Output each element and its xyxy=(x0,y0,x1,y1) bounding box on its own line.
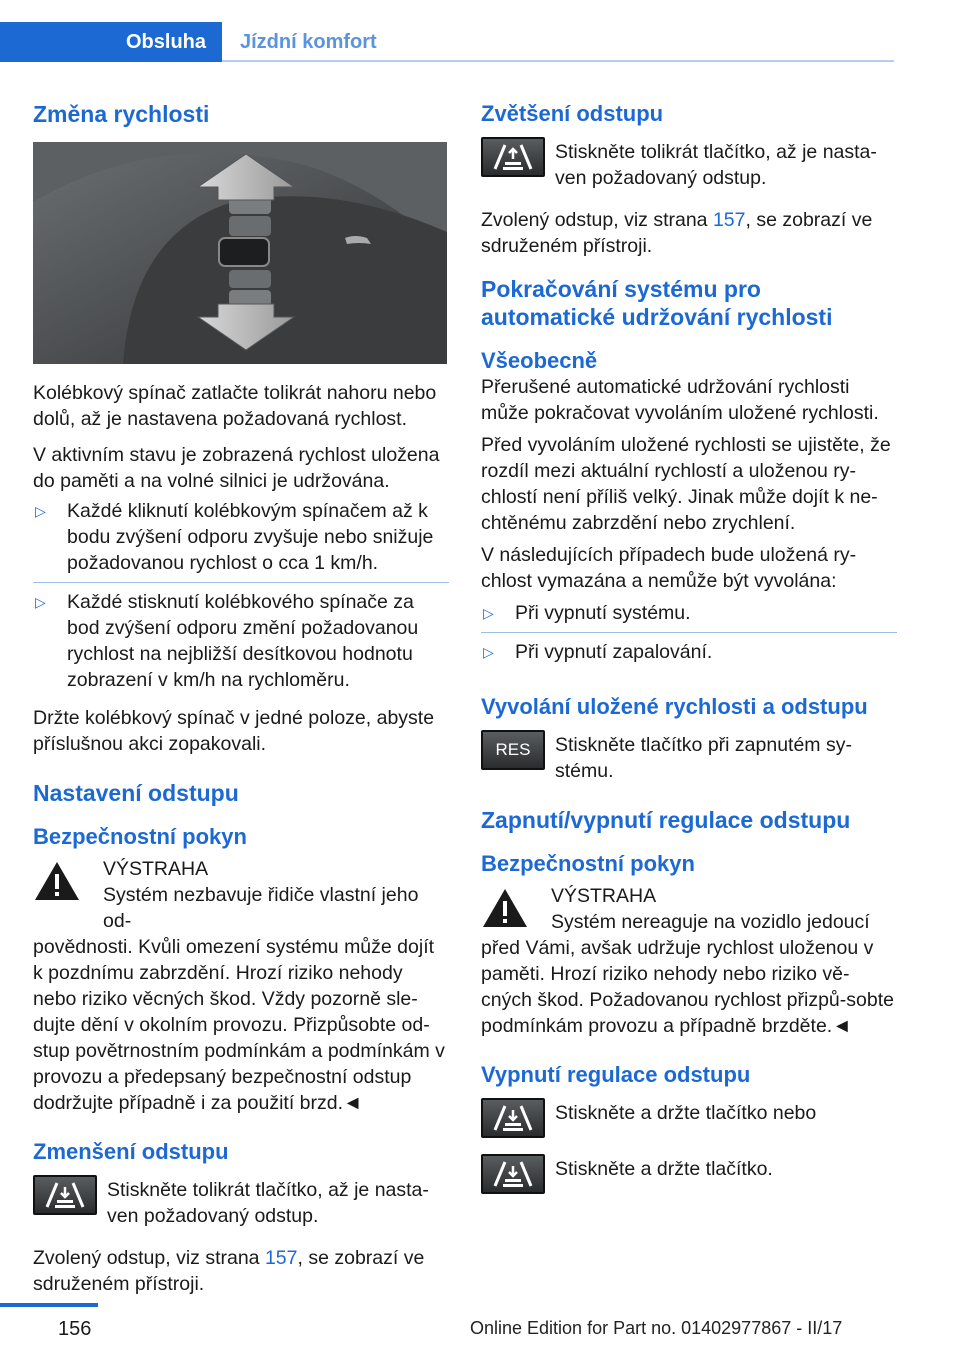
increase-block xyxy=(481,139,897,191)
steering-wheel-illustration xyxy=(33,142,447,364)
bullet-list-erase xyxy=(481,600,897,671)
paragraph-general-3: V následujících případech bude uložená ry-chlost vymazána a nemůže být vyvolána: xyxy=(481,544,857,592)
section-title-distance: Nastavení odstupu xyxy=(33,780,239,806)
list-item: ▷ Při vypnutí systému. xyxy=(481,600,897,633)
decrease-text: Stiskněte tolikrát tlačítko, až je nasta-ven požadovaný odstup. xyxy=(107,1179,429,1227)
paragraph-active-state: V aktivním stavu je zobrazená rychlost uložena do paměti a na volné silnici je udržována. xyxy=(33,444,440,492)
subsection-general: Všeobecně xyxy=(481,348,598,373)
warning-block-right xyxy=(481,883,897,935)
distance-increase-button-icon xyxy=(481,137,545,177)
page-header xyxy=(0,0,960,64)
warning-triangle-icon xyxy=(481,887,529,929)
paragraph-hold: Držte kolébkový spínač v jedné poloze, abyste příslušnou akci zopakovali. xyxy=(33,707,435,755)
list-item: ▷ Při vypnutí zapalování. xyxy=(483,641,713,663)
res-label: RES xyxy=(495,740,531,759)
recall-block xyxy=(481,732,897,784)
list-item: ▷ Každé stisknutí kolébkového spínače za bod zvýšení odporu změní požadovanou rychlost na nejbližší desítkovou hodnotu zobrazení v km/h na rychloměru. xyxy=(35,591,419,691)
subsection-decrease: Zmenšení odstupu xyxy=(33,1139,229,1164)
subsection-off: Vypnutí regulace odstupu xyxy=(481,1062,751,1087)
section-title-speed: Změna rychlosti xyxy=(33,101,210,127)
distance-icon xyxy=(43,1181,87,1209)
off-block-1 xyxy=(481,1100,897,1138)
page-link-157[interactable]: 157 xyxy=(264,1247,298,1269)
warning-block xyxy=(33,856,449,934)
paragraph-general-1: Přerušené automatické udržování rychlosti může pokračovat vyvoláním uložené rychlosti. xyxy=(481,376,879,424)
decrease-block xyxy=(33,1177,449,1229)
distance-decrease-button-icon xyxy=(481,1098,545,1138)
section-title-onoff: Zapnutí/vypnutí regulace odstupu xyxy=(481,807,851,833)
distance-icon xyxy=(491,1160,535,1188)
warning-triangle-icon xyxy=(33,860,81,902)
triangle-bullet-icon: ▷ xyxy=(35,594,46,610)
paragraph-general-2: Před vyvoláním uložené rychlosti se ujistěte, že rozdíl mezi aktuální rychlostí a uloženou ry-chlostí není příliš velký. Jinak může dojít k ne-chtěnému zabrzdění nebo zrychlení. xyxy=(481,434,891,534)
triangle-bullet-icon: ▷ xyxy=(483,644,494,660)
distance-decrease-button-icon xyxy=(33,1175,97,1215)
bullet-list-speed xyxy=(33,498,449,699)
off-text-1: Stiskněte a držte tlačítko nebo xyxy=(555,1102,817,1124)
left-column xyxy=(33,100,449,1297)
triangle-bullet-icon: ▷ xyxy=(483,605,494,621)
footer-accent-line xyxy=(0,1303,98,1307)
subsection-safety: Bezpečnostní pokyn xyxy=(33,824,247,849)
paragraph-ref-left: Zvolený odstup, viz strana 157, se zobrazí ve sdruženém přístroji. xyxy=(33,1247,425,1295)
subsection-recall: Vyvolání uložené rychlosti a odstupu xyxy=(481,694,868,719)
list-item: ▷ Každé kliknutí kolébkovým spínačem až k bodu zvýšení odporu zvyšuje nebo snižuje požadovanou rychlost o cca 1 km/h. xyxy=(33,498,449,583)
warning-title-right: VÝSTRAHA xyxy=(551,885,657,907)
recall-text: Stiskněte tlačítko při zapnutém sy-stému. xyxy=(555,734,852,782)
off-text-2: Stiskněte a držte tlačítko. xyxy=(555,1158,773,1180)
paragraph-rocker: Kolébkový spínač zatlačte tolikrát nahoru nebo dolů, až je nastavena požadovaná rychlost. xyxy=(33,382,437,430)
distance-icon xyxy=(491,143,535,171)
footer-edition: Online Edition for Part no. 01402977867 - II/17 xyxy=(470,1318,843,1338)
tab-obsluha[interactable]: Obsluha xyxy=(0,22,222,62)
warning-text: povědnosti. Kvůli omezení systému může dojít k pozdnímu zabrzdění. Hrozí riziko nehody nebo riziko věcných škod. Vždy pozorně sle-dujte dění v okolním provozu. Přizpůsobte od-stup povětrnostním podmínkám a podmínkám v provozu a předepsaný bezpečnostní odstup dodržujte případně i za použití brzd.◄ xyxy=(33,936,445,1114)
paragraph-ref-right: Zvolený odstup, viz strana 157, se zobrazí ve sdruženém přístroji. xyxy=(481,209,873,257)
steering-wheel-rocker-photo xyxy=(33,142,447,364)
warning-text-right: před Vámi, avšak udržuje rychlost uloženou v paměti. Hrozí riziko nehody nebo riziko vě-cných škod. Požadovanou rychlost přizpů-sobte podmínkám provozu a případně brzděte.◄ xyxy=(481,937,894,1037)
tab-jizdni-komfort[interactable]: Jízdní komfort xyxy=(240,30,377,53)
triangle-bullet-icon: ▷ xyxy=(35,503,46,519)
warning-title: VÝSTRAHA xyxy=(103,858,209,880)
off-block-2 xyxy=(481,1156,897,1194)
increase-text: Stiskněte tolikrát tlačítko, až je nasta-ven požadovaný odstup. xyxy=(555,141,877,189)
subsection-safety-right: Bezpečnostní pokyn xyxy=(481,851,695,876)
page-link-157[interactable]: 157 xyxy=(712,209,746,231)
right-column xyxy=(481,100,897,1194)
res-button-icon xyxy=(481,730,545,770)
warning-first-line-right: Systém nereaguje na vozidlo jedoucí xyxy=(551,911,870,933)
subsection-increase: Zvětšení odstupu xyxy=(481,101,664,126)
distance-decrease-button-icon xyxy=(481,1154,545,1194)
warning-first-line: Systém nezbavuje řidiče vlastní jeho od- xyxy=(103,884,419,932)
header-divider xyxy=(222,60,894,62)
page-number: 156 xyxy=(58,1318,92,1340)
section-title-resume: Pokračování systému pro automatické udržování rychlosti xyxy=(481,276,833,330)
distance-icon xyxy=(491,1104,535,1132)
